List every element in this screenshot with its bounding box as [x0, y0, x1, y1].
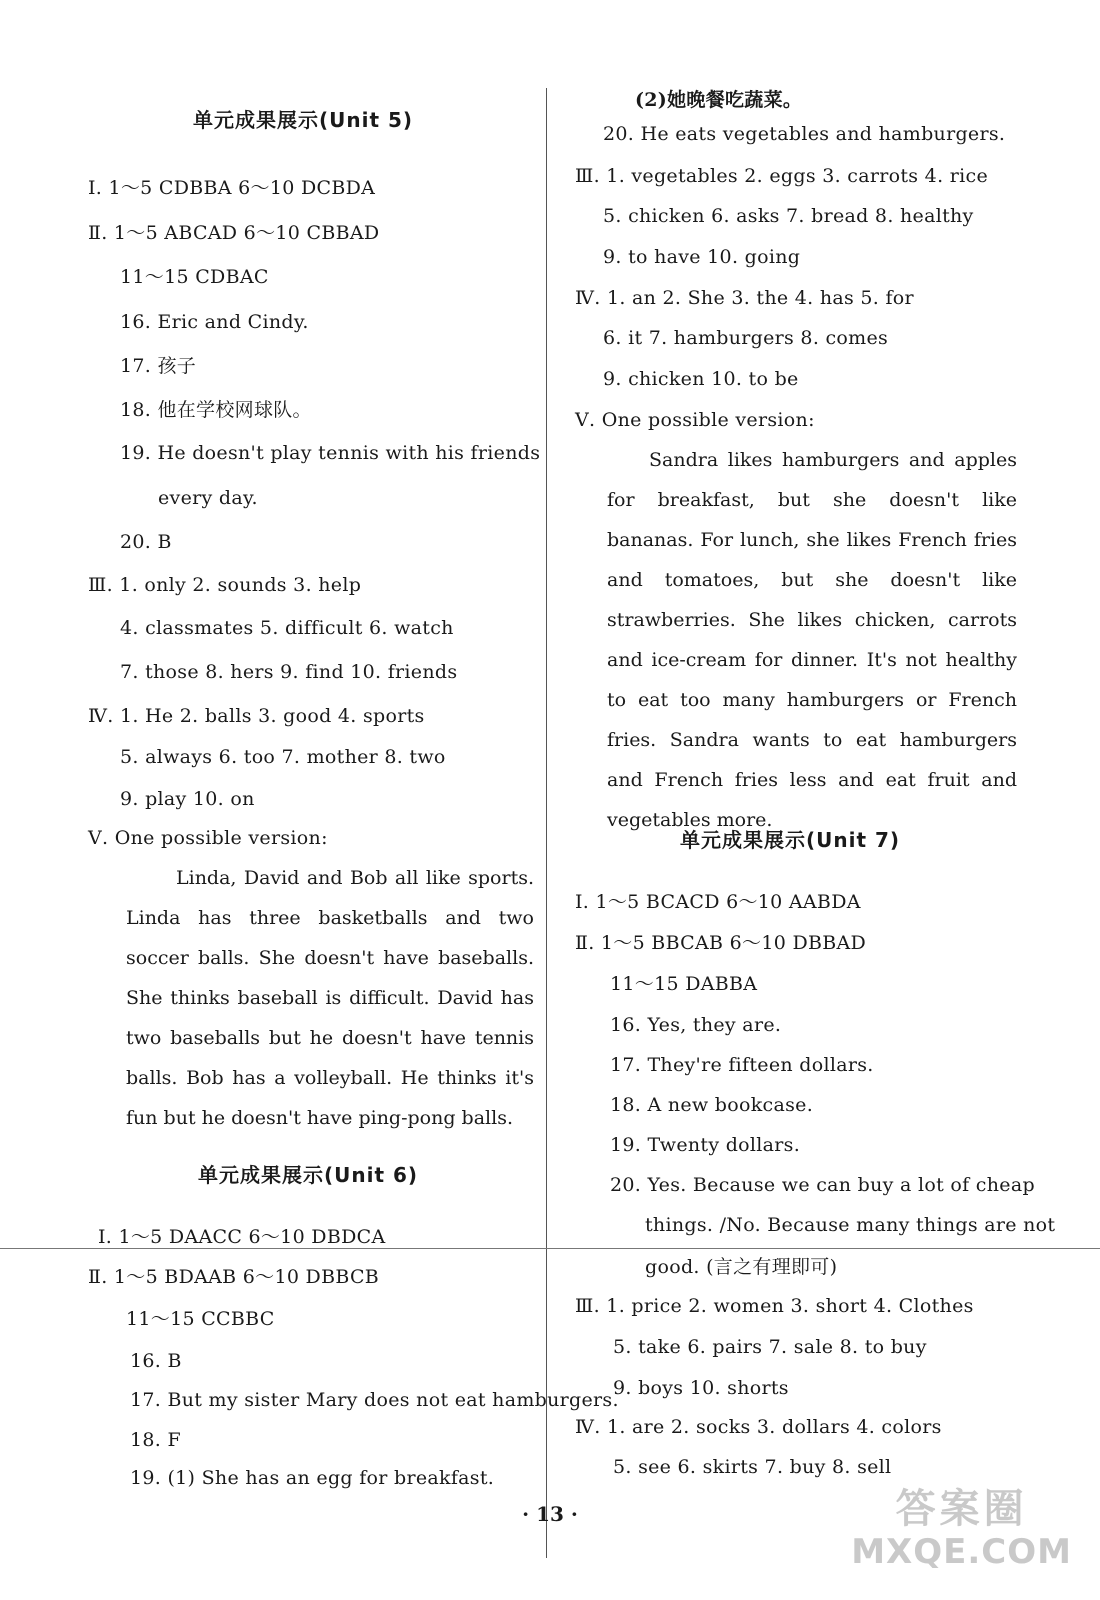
unit5-q17: 17. 孩子 [120, 355, 197, 377]
unit7-q20-note: good. (言之有理即可) [645, 1256, 838, 1278]
column-divider [546, 88, 547, 1558]
unit7-q20: 20. Yes. Because we can buy a lot of cheap [610, 1174, 1035, 1196]
unit5-part4-row3: 9. play 10. on [120, 788, 255, 810]
unit6-part3: Ⅲ. 1. vegetables 2. eggs 3. carrots 4. rice [575, 165, 988, 187]
unit7-part3-row2: 5. take 6. pairs 7. sale 8. to buy [613, 1336, 927, 1358]
unit7-part3-row3: 9. boys 10. shorts [613, 1377, 789, 1399]
unit5-part4-row2: 5. always 6. too 7. mother 8. two [120, 746, 446, 768]
unit5-q16: 16. Eric and Cindy. [120, 311, 309, 333]
unit5-part3-row3: 7. those 8. hers 9. find 10. friends [120, 661, 458, 683]
unit5-q18: 18. 他在学校网球队。 [120, 399, 312, 421]
unit6-q17: 17. But my sister Mary does not eat hamburgers. [130, 1389, 619, 1411]
unit6-part1: Ⅰ. 1～5 DAACC 6～10 DBDCA [98, 1226, 386, 1248]
unit5-part2: Ⅱ. 1～5 ABCAD 6～10 CBBAD [88, 222, 380, 244]
unit6-part5: Ⅴ. One possible version: [575, 409, 815, 431]
unit7-part3: Ⅲ. 1. price 2. women 3. short 4. Clothes [575, 1295, 974, 1317]
unit6-part2: Ⅱ. 1～5 BDAAB 6～10 DBBCB [88, 1266, 380, 1288]
unit6-part2-cont: 11～15 CCBBC [126, 1308, 275, 1330]
unit7-q16: 16. Yes, they are. [610, 1014, 782, 1036]
unit6-part3-row2: 5. chicken 6. asks 7. bread 8. healthy [603, 205, 974, 227]
unit5-part3-row2: 4. classmates 5. difficult 6. watch [120, 617, 454, 639]
unit5-q20: 20. B [120, 531, 172, 553]
watermark-logo-text: 答案圈 [895, 1486, 1028, 1532]
unit5-part3: Ⅲ. 1. only 2. sounds 3. help [88, 574, 362, 596]
unit5-part4: Ⅳ. 1. He 2. balls 3. good 4. sports [88, 705, 425, 727]
unit7-title: 单元成果展示(Unit 7) [680, 828, 901, 852]
unit5-part2-cont: 11～15 CDBAC [120, 266, 269, 288]
unit7-q18: 18. A new bookcase. [610, 1094, 814, 1116]
unit6-part4-row2: 6. it 7. hamburgers 8. comes [603, 327, 889, 349]
unit5-essay: Linda, David and Bob all like sports. Linda has three basketballs and two soccer balls. She doesn't have baseballs. She thinks baseball is difficult. David has two baseballs but he doesn't have tennis balls. Bob has a volleyball. He thinks it's fun but he doesn't have ping-pong balls. [126, 867, 534, 1129]
page-number: · 13 · [522, 1502, 578, 1526]
unit7-part2: Ⅱ. 1～5 BBCAB 6～10 DBBAD [575, 932, 867, 954]
unit7-part1: Ⅰ. 1～5 BCACD 6～10 AABDA [575, 891, 861, 913]
unit6-part3-row3: 9. to have 10. going [603, 246, 801, 268]
unit7-q19: 19. Twenty dollars. [610, 1134, 801, 1156]
unit5-part5: Ⅴ. One possible version: [88, 827, 328, 849]
unit7-q20-cont: things. /No. Because many things are not [645, 1214, 1056, 1236]
unit6-q19: 19. (1) She has an egg for breakfast. [130, 1467, 495, 1489]
unit6-title: 单元成果展示(Unit 6) [198, 1163, 419, 1187]
unit6-q16: 16. B [130, 1350, 182, 1372]
unit5-part1: Ⅰ. 1～5 CDBBA 6～10 DCBDA [88, 177, 376, 199]
unit5-title: 单元成果展示(Unit 5) [193, 108, 414, 132]
unit7-part4: Ⅳ. 1. are 2. socks 3. dollars 4. colors [575, 1416, 942, 1438]
watermark-url: MXQE.COM [851, 1532, 1072, 1572]
unit6-part4-row3: 9. chicken 10. to be [603, 368, 799, 390]
unit6-q20: 20. He eats vegetables and hamburgers. [603, 123, 1006, 145]
unit7-part2-cont: 11～15 DABBA [610, 973, 758, 995]
unit6-q18: 18. F [130, 1429, 181, 1451]
unit6-q19-part2: (2)她晚餐吃蔬菜。 [635, 89, 803, 111]
unit6-essay: Sandra likes hamburgers and apples for breakfast, but she doesn't like bananas. For lunch, she likes French fries and tomatoes, but she doesn't like strawberries. She likes chicken, carrots and ice-cream for dinner. It's not healthy to eat too many hamburgers or French fries. Sandra wants to eat hamburgers and French fries less and eat fruit and vegetables more. [607, 449, 1017, 831]
unit6-part4: Ⅳ. 1. an 2. She 3. the 4. has 5. for [575, 287, 914, 309]
unit5-q19: 19. He doesn't play tennis with his friends [120, 442, 541, 464]
watermark [851, 1485, 1072, 1571]
unit5-q19-cont: every day. [158, 487, 258, 509]
unit7-part4-row2: 5. see 6. skirts 7. buy 8. sell [613, 1456, 892, 1478]
unit7-q17: 17. They're fifteen dollars. [610, 1054, 874, 1076]
